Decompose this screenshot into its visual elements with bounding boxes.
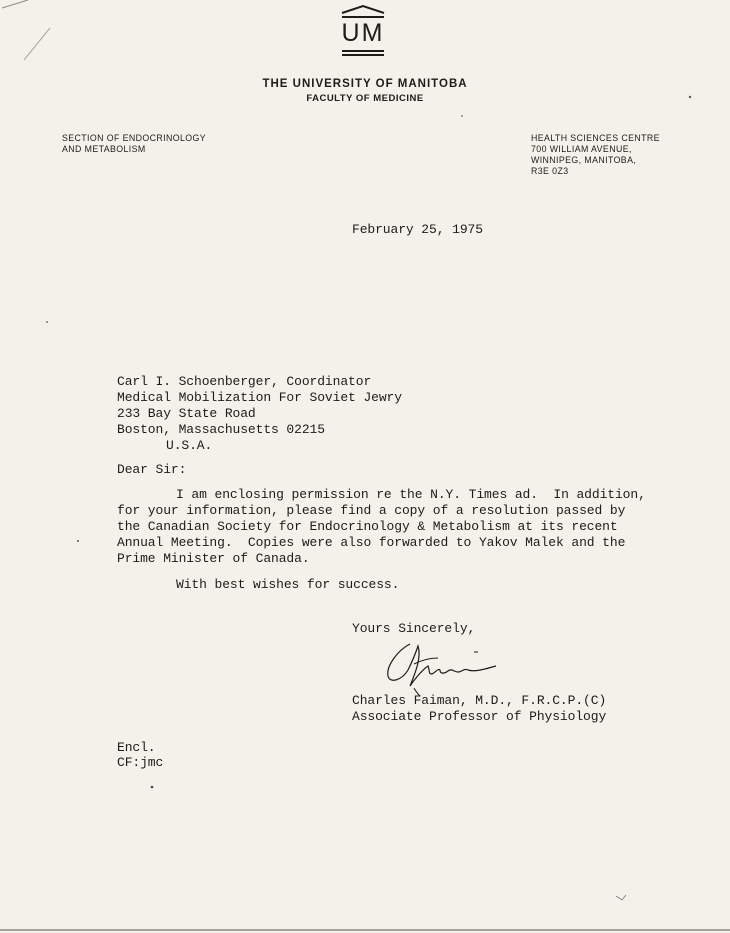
enclosure-note: Encl. [117, 740, 156, 755]
signer-title: Associate Professor of Physiology [352, 709, 607, 724]
body-line: Annual Meeting. Copies were also forwarded to Yakov Malek and the [117, 535, 626, 550]
address-line: HEALTH SCIENCES CENTRE [531, 133, 660, 143]
body-line: Prime Minister of Canada. [117, 551, 310, 566]
address-line: WINNIPEG, MANITOBA, [531, 155, 637, 165]
body-line: for your information, please find a copy of a resolution passed by [117, 503, 626, 518]
address-line: R3E 0Z3 [531, 166, 569, 176]
recipient-line: Carl I. Schoenberger, Coordinator [117, 374, 372, 389]
section-line: AND METABOLISM [62, 144, 146, 154]
salutation: Dear Sir: [117, 462, 187, 477]
wishes-line: With best wishes for success. [176, 577, 400, 592]
recipient-line: Boston, Massachusetts 02215 [117, 422, 325, 437]
logo-text: UM [341, 19, 385, 47]
faculty-name: FACULTY OF MEDICINE [306, 93, 424, 104]
section-line: SECTION OF ENDOCRINOLOGY [62, 133, 207, 143]
letter-date: February 25, 1975 [352, 222, 483, 237]
body-line: the Canadian Society for Endocrinology & Metabolism at its recent [117, 519, 618, 534]
recipient-line: Medical Mobilization For Soviet Jewry [117, 390, 402, 405]
closing: Yours Sincerely, [352, 621, 476, 636]
university-name: THE UNIVERSITY OF MANITOBA [262, 78, 468, 90]
recipient-line: U.S.A. [166, 438, 213, 453]
body-line: I am enclosing permission re the N.Y. Times ad. In addition, [176, 487, 646, 502]
address-line: 700 WILLIAM AVENUE, [531, 144, 632, 154]
signer-name: Charles Faiman, M.D., F.R.C.P.(C) [352, 693, 607, 708]
typist-initials: CF:jmc [117, 755, 164, 770]
recipient-line: 233 Bay State Road [117, 406, 256, 421]
